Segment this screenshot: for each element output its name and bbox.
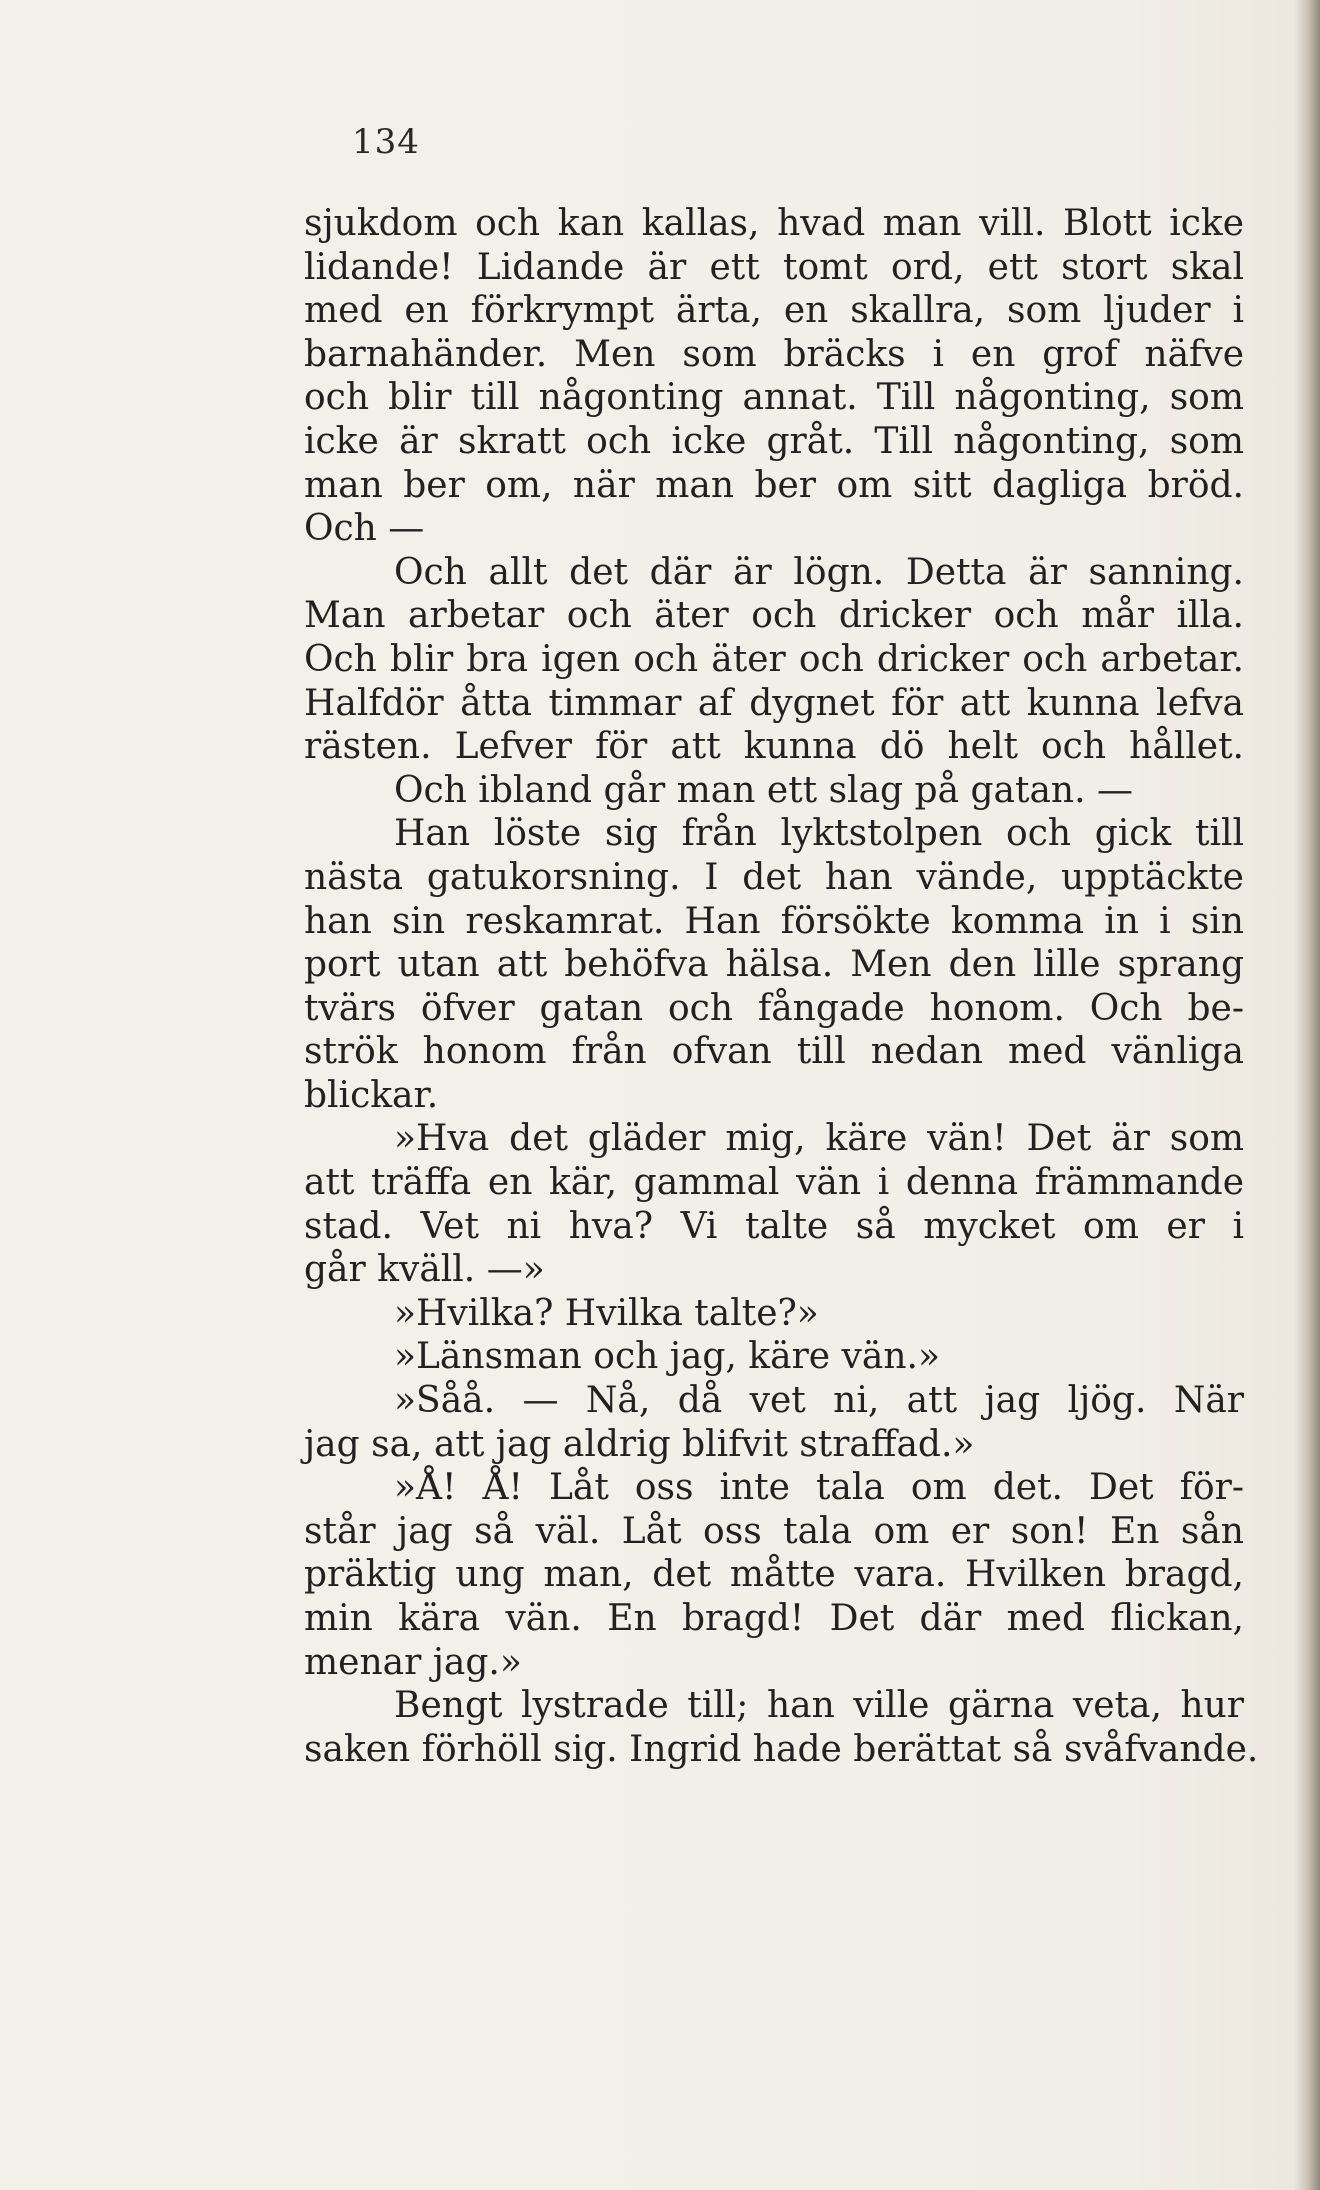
text-line: rästen. Lefver för att kunna dö helt och hållet. — [304, 726, 1244, 768]
text-line: Halfdör åtta timmar af dygnet för att kunna lefva — [304, 682, 1244, 724]
text-line: Och allt det där är lögn. Detta är sanning. — [394, 551, 1244, 593]
text-line: min kära vän. En bragd! Det där med flickan, — [304, 1598, 1244, 1639]
text-line: saken förhöll sig. Ingrid hade berättat så svåfvande. — [304, 1728, 1259, 1770]
text-line: stad. Vet ni hva? Vi talte så mycket om er i — [304, 1205, 1244, 1247]
page-edge — [1294, 0, 1320, 2190]
text-line: sjukdom och kan kallas, hvad man vill. Blott icke — [304, 203, 1244, 244]
text-line: Och — — [304, 508, 425, 550]
text-line: »Länsman och jag, käre vän.» — [394, 1336, 940, 1378]
text-line: att träffa en kär, gammal vän i denna främmande — [304, 1162, 1244, 1204]
text-line: blickar. — [304, 1074, 439, 1116]
text-line: menar jag.» — [304, 1641, 522, 1683]
body-text — [304, 202, 1259, 1771]
text-line: står jag så väl. Låt oss tala om er son! En sån — [304, 1510, 1244, 1552]
text-line: »Hva det gläder mig, käre vän! Det är som — [394, 1118, 1244, 1160]
text-line: icke är skratt och icke gråt. Till någonting, som — [304, 420, 1244, 462]
text-line: går kväll. —» — [304, 1249, 545, 1291]
text-line: Och ibland går man ett slag på gatan. — — [394, 769, 1133, 811]
text-line: präktig ung man, det måtte vara. Hvilken bragd, — [304, 1554, 1244, 1596]
text-line: »Å! Å! Låt oss inte tala om det. Det för- — [394, 1467, 1244, 1509]
text-line: Och blir bra igen och äter och dricker och arbetar. — [304, 638, 1244, 680]
text-line: lidande! Lidande är ett tomt ord, ett stort skal — [304, 246, 1244, 288]
text-line: nästa gatukorsning. I det han vände, upptäckte — [304, 856, 1244, 898]
text-line: port utan att behöfva hälsa. Men den lille sprang — [304, 944, 1244, 986]
text-line: »Hvilka? Hvilka talte?» — [394, 1292, 819, 1334]
text-line: Han löste sig från lyktstolpen och gick till — [394, 813, 1244, 855]
text-line: Bengt lystrade till; han ville gärna veta, hur — [394, 1685, 1244, 1727]
text-line: med en förkrympt ärta, en skallra, som ljuder i — [304, 290, 1244, 332]
text-line: och blir till någonting annat. Till någonting, som — [304, 377, 1244, 419]
text-line: »Såå. — Nå, då vet ni, att jag ljög. När — [394, 1380, 1244, 1422]
text-line: han sin reskamrat. Han försökte komma in i sin — [304, 900, 1244, 942]
text-line: Man arbetar och äter och dricker och mår illa. — [304, 595, 1244, 637]
text-line: barnahänder. Men som bräcks i en grof näfve — [304, 333, 1244, 375]
text-line: man ber om, när man ber om sitt dagliga bröd. — [304, 464, 1244, 506]
text-line: tvärs öfver gatan och fångade honom. Och be- — [304, 987, 1244, 1029]
page-number: 134 — [352, 122, 420, 162]
text-line: jag sa, att jag aldrig blifvit straffad.» — [304, 1423, 975, 1465]
text-line: strök honom från ofvan till nedan med vänliga — [304, 1031, 1244, 1073]
